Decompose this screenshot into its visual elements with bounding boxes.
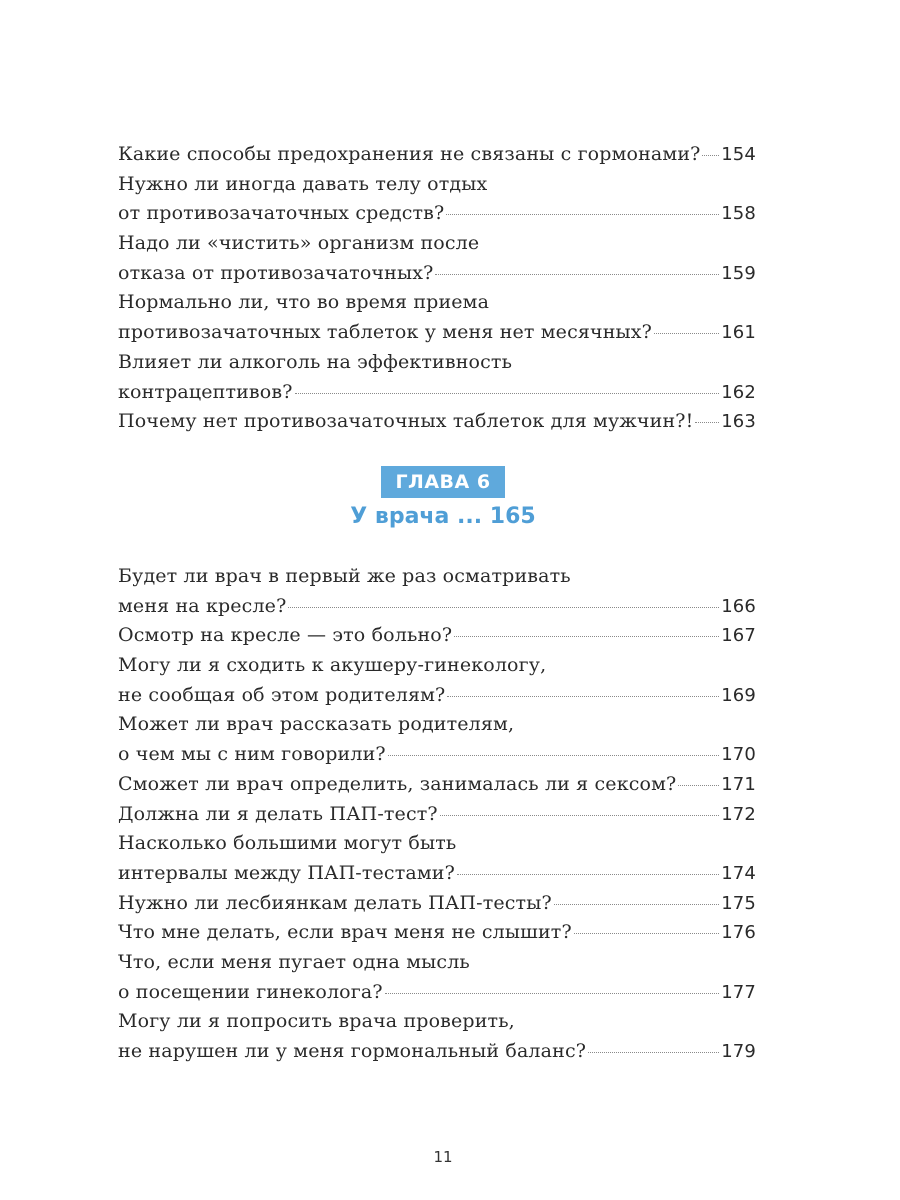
toc-entry-line	[118, 829, 756, 859]
toc-entry-last-line	[118, 592, 756, 622]
dot-leader	[554, 903, 719, 905]
toc-entry-last-line	[118, 621, 756, 651]
chapter-label: ГЛАВА 6	[381, 466, 505, 498]
toc-entry-text: Нормально ли, что во время приема	[118, 291, 490, 314]
dot-leader	[446, 213, 719, 215]
toc-entry[interactable]	[118, 889, 756, 919]
toc-page-number: 174	[721, 862, 756, 884]
toc-entry-text: о посещении гинеколога?	[118, 980, 383, 1003]
chapter-title[interactable]: У врача ... 165	[350, 504, 536, 529]
toc-entry[interactable]	[118, 829, 756, 888]
toc-entry-text: Почему нет противозачаточных таблеток для мужчин?!	[118, 410, 694, 433]
toc-entry[interactable]	[118, 770, 756, 800]
toc-entry-text: Что мне делать, если врач меня не слышит?	[118, 921, 572, 944]
toc-entry-last-line	[118, 770, 756, 800]
toc-page-number: 162	[721, 381, 756, 403]
dot-leader	[454, 635, 719, 637]
toc-entry-text: от противозачаточных средств?	[118, 202, 445, 225]
dot-leader	[440, 814, 719, 816]
toc-entry-text: Нужно ли лесбиянкам делать ПАП-тесты?	[118, 891, 552, 914]
toc-page-number: 179	[721, 1041, 756, 1062]
dot-leader	[588, 1051, 719, 1053]
toc-entry-last-line	[118, 889, 756, 919]
toc-entry-text: меня на кресле?	[118, 594, 287, 617]
toc-entry-line	[118, 288, 756, 318]
page-number: 11	[433, 1148, 453, 1166]
toc-entry[interactable]	[118, 918, 756, 948]
toc-entry-last-line	[118, 918, 756, 948]
toc-page-number: 177	[721, 981, 756, 1003]
toc-entry-text: Насколько большими могут быть	[118, 832, 457, 855]
toc-section-chapter-6	[118, 562, 756, 1067]
toc-page-number: 154	[721, 144, 756, 165]
toc-entry-text: Что, если меня пугает одна мысль	[118, 950, 470, 973]
dot-leader	[388, 754, 719, 756]
toc-entry-text: отказа от противозачаточных?	[118, 261, 434, 284]
dot-leader	[457, 873, 719, 875]
toc-entry[interactable]	[118, 562, 756, 621]
dot-leader	[447, 695, 719, 697]
toc-page-number: 167	[721, 625, 756, 647]
toc-entry[interactable]	[118, 1007, 756, 1066]
toc-entry-last-line	[118, 259, 756, 289]
toc-entry[interactable]	[118, 348, 756, 407]
toc-entry-last-line	[118, 407, 756, 437]
toc-entry-last-line	[118, 318, 756, 348]
dot-leader	[654, 332, 719, 334]
toc-entry-last-line	[118, 740, 756, 770]
toc-page-number: 170	[721, 744, 756, 766]
toc-section-before-chapter	[118, 140, 756, 437]
toc-entry-text: Осмотр на кресле — это больно?	[118, 624, 453, 647]
toc-entry-text: Сможет ли врач определить, занималась ли я сексом?	[118, 772, 677, 795]
toc-page-number: 171	[721, 773, 756, 795]
toc-entry-text: Влияет ли алкоголь на эффективность	[118, 350, 513, 373]
toc-entry-line	[118, 710, 756, 740]
toc-page-number: 158	[721, 203, 756, 225]
dot-leader	[385, 992, 720, 994]
toc-entry-line	[118, 948, 756, 978]
toc-entry[interactable]	[118, 948, 756, 1007]
toc-entry-line	[118, 229, 756, 259]
toc-entry[interactable]	[118, 407, 756, 437]
toc-entry-text: Будет ли врач в первый же раз осматривать	[118, 565, 571, 587]
toc-entry[interactable]	[118, 621, 756, 651]
dot-leader	[288, 606, 719, 608]
toc-page-number: 175	[721, 892, 756, 914]
toc-entry-line	[118, 348, 756, 378]
toc-entry-text: контрацептивов?	[118, 380, 293, 403]
toc-entry-text: Нужно ли иногда давать телу отдых	[118, 172, 488, 195]
toc-page-number: 161	[721, 322, 756, 344]
toc-page-number: 166	[721, 595, 756, 617]
dot-leader	[574, 932, 719, 934]
toc-entry-last-line	[118, 859, 756, 889]
toc-entry-last-line	[118, 978, 756, 1008]
toc-entry-text: Могу ли я сходить к акушеру-гинекологу,	[118, 654, 547, 677]
toc-entry-text: о чем мы с ним говорили?	[118, 743, 386, 766]
toc-page-number: 172	[721, 803, 756, 825]
toc-entry-text: не нарушен ли у меня гормональный баланс?	[118, 1040, 587, 1062]
toc-entry-last-line	[118, 681, 756, 711]
dot-leader	[435, 273, 719, 275]
toc-entry-text: интервалы между ПАП-тестами?	[118, 861, 455, 884]
toc-entry-text: противозачаточных таблеток у меня нет месячных?	[118, 321, 653, 344]
toc-entry-text: Могу ли я попросить врача проверить,	[118, 1010, 515, 1033]
toc-entry-line	[118, 1007, 756, 1037]
toc-entry[interactable]	[118, 651, 756, 710]
dot-leader	[295, 392, 720, 394]
toc-entry-last-line	[118, 199, 756, 229]
toc-entry[interactable]	[118, 800, 756, 830]
toc-entry[interactable]	[118, 170, 756, 229]
dot-leader	[678, 784, 719, 786]
dot-leader	[695, 421, 719, 423]
toc-entry[interactable]	[118, 710, 756, 769]
toc-entry[interactable]	[118, 288, 756, 347]
toc-page-number: 176	[721, 922, 756, 944]
toc-entry-line	[118, 651, 756, 681]
toc-entry[interactable]	[118, 140, 756, 170]
toc-entry-text: Какие способы предохранения не связаны с гормонами?	[118, 143, 701, 165]
toc-page-number: 169	[721, 684, 756, 706]
toc-entry-last-line	[118, 800, 756, 830]
toc-entry[interactable]	[118, 229, 756, 288]
toc-page-number: 159	[721, 262, 756, 284]
toc-entry-line	[118, 562, 756, 592]
toc-entry-last-line	[118, 140, 756, 170]
toc-entry-text: Надо ли «чистить» организм после	[118, 232, 480, 255]
toc-entry-last-line	[118, 378, 756, 408]
toc-entry-text: Должна ли я делать ПАП-тест?	[118, 802, 438, 825]
toc-entry-text: Может ли врач рассказать родителям,	[118, 713, 515, 736]
dot-leader	[702, 154, 719, 156]
toc-entry-line	[118, 170, 756, 200]
toc-entry-last-line	[118, 1037, 756, 1067]
toc-page-number: 163	[721, 411, 756, 433]
toc-entry-text: не сообщая об этом родителям?	[118, 683, 446, 706]
